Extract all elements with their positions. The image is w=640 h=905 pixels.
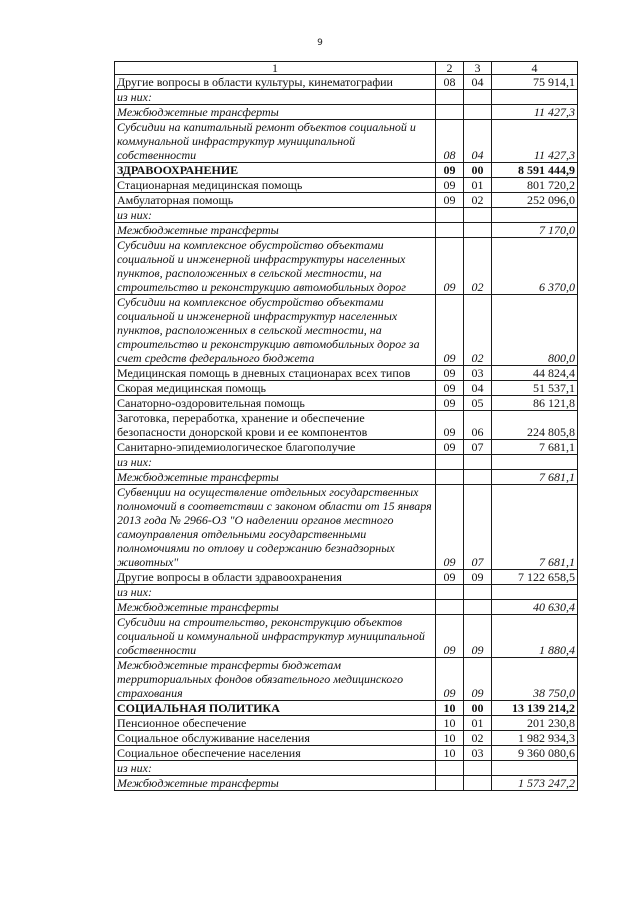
row-subsection-code: 04 <box>464 120 492 163</box>
row-section-code: 09 <box>436 440 464 455</box>
row-section-code <box>436 105 464 120</box>
row-section-code: 09 <box>436 163 464 178</box>
table-row <box>115 75 578 90</box>
row-name: Субвенции на осуществление отдельных государственных полномочий в соответствии с законом области от 15 января 2013 года № 2966-ОЗ "О наделении органов местного самоуправления отдельными государственными полномочиями по отлову и содержанию безнадзорных животных" <box>115 485 436 570</box>
row-section-code <box>436 600 464 615</box>
row-subsection-code: 00 <box>464 163 492 178</box>
row-amount: 252 096,0 <box>492 193 578 208</box>
row-subsection-code: 02 <box>464 238 492 295</box>
section-total-row <box>115 701 578 716</box>
row-subsection-code: 02 <box>464 731 492 746</box>
row-name: Межбюджетные трансферты <box>115 776 436 791</box>
table-row <box>115 178 578 193</box>
row-section-code: 09 <box>436 485 464 570</box>
row-section-code: 09 <box>436 178 464 193</box>
row-amount <box>492 208 578 223</box>
row-subsection-code <box>464 776 492 791</box>
table-row <box>115 396 578 411</box>
row-name: Межбюджетные трансферты <box>115 223 436 238</box>
table-row <box>115 570 578 585</box>
row-subsection-code: 01 <box>464 716 492 731</box>
table-row <box>115 238 578 295</box>
row-subsection-code <box>464 455 492 470</box>
row-amount: 1 880,4 <box>492 615 578 658</box>
row-subsection-code <box>464 90 492 105</box>
header-row <box>115 62 578 75</box>
row-section-code: 09 <box>436 238 464 295</box>
row-subsection-code: 07 <box>464 440 492 455</box>
table-row <box>115 193 578 208</box>
row-amount <box>492 455 578 470</box>
row-amount: 38 750,0 <box>492 658 578 701</box>
row-name: Другие вопросы в области здравоохранения <box>115 570 436 585</box>
table-row <box>115 295 578 366</box>
table-row <box>115 366 578 381</box>
table-row <box>115 485 578 570</box>
row-section-code: 09 <box>436 295 464 366</box>
row-name: Межбюджетные трансферты <box>115 470 436 485</box>
row-amount: 224 805,8 <box>492 411 578 440</box>
row-amount: 51 537,1 <box>492 381 578 396</box>
row-amount: 1 573 247,2 <box>492 776 578 791</box>
row-subsection-code: 06 <box>464 411 492 440</box>
row-name: Субсидии на строительство, реконструкцию объектов социальной и коммунальной инфраструктур муниципальной собственности <box>115 615 436 658</box>
row-name: из них: <box>115 761 436 776</box>
row-amount: 11 427,3 <box>492 105 578 120</box>
row-section-code: 09 <box>436 366 464 381</box>
row-section-code <box>436 761 464 776</box>
row-section-code: 09 <box>436 570 464 585</box>
row-subsection-code: 03 <box>464 746 492 761</box>
row-subsection-code: 09 <box>464 570 492 585</box>
row-name: Пенсионное обеспечение <box>115 716 436 731</box>
row-name: из них: <box>115 455 436 470</box>
row-subsection-code <box>464 223 492 238</box>
row-name: Субсидии на комплексное обустройство объектами социальной и инженерной инфраструктуры населенных пунктов, расположенных в сельской местности, на строительство и реконструкцию автомобильных дорог <box>115 238 436 295</box>
row-section-code <box>436 470 464 485</box>
row-amount <box>492 585 578 600</box>
row-name: Другие вопросы в области культуры, кинематографии <box>115 75 436 90</box>
row-subsection-code <box>464 761 492 776</box>
row-section-code: 10 <box>436 731 464 746</box>
row-name: Субсидии на капитальный ремонт объектов социальной и коммунальной инфраструктур муниципальной собственности <box>115 120 436 163</box>
row-subsection-code <box>464 470 492 485</box>
table-row <box>115 223 578 238</box>
row-subsection-code: 02 <box>464 295 492 366</box>
row-subsection-code: 09 <box>464 658 492 701</box>
row-amount: 86 121,8 <box>492 396 578 411</box>
row-name: Скорая медицинская помощь <box>115 381 436 396</box>
page-number: 9 <box>317 38 323 48</box>
row-subsection-code: 02 <box>464 193 492 208</box>
table-row <box>115 120 578 163</box>
row-amount: 13 139 214,2 <box>492 701 578 716</box>
row-section-code: 10 <box>436 701 464 716</box>
budget-table <box>114 61 578 791</box>
row-section-code <box>436 585 464 600</box>
row-amount: 7 170,0 <box>492 223 578 238</box>
row-name: Субсидии на комплексное обустройство объектами социальной и инженерной инфраструктур населенных пунктов, расположенных в сельской местности, на строительство и реконструкцию автомобильных дорог за счет средств федерального бюджета <box>115 295 436 366</box>
table-row <box>115 455 578 470</box>
row-amount: 801 720,2 <box>492 178 578 193</box>
row-name: Медицинская помощь в дневных стационарах всех типов <box>115 366 436 381</box>
table-row <box>115 776 578 791</box>
row-name: Санитарно-эпидемиологическое благополучие <box>115 440 436 455</box>
row-amount: 7 681,1 <box>492 470 578 485</box>
table-row <box>115 470 578 485</box>
row-name: СОЦИАЛЬНАЯ ПОЛИТИКА <box>115 701 436 716</box>
table-row <box>115 440 578 455</box>
row-subsection-code: 00 <box>464 701 492 716</box>
table-row <box>115 658 578 701</box>
row-section-code: 09 <box>436 193 464 208</box>
table-row <box>115 208 578 223</box>
row-amount: 800,0 <box>492 295 578 366</box>
row-section-code <box>436 208 464 223</box>
row-amount: 8 591 444,9 <box>492 163 578 178</box>
row-section-code: 09 <box>436 658 464 701</box>
row-name: Межбюджетные трансферты <box>115 105 436 120</box>
row-section-code: 09 <box>436 411 464 440</box>
row-section-code: 09 <box>436 396 464 411</box>
row-amount: 6 370,0 <box>492 238 578 295</box>
row-subsection-code: 04 <box>464 381 492 396</box>
row-amount: 75 914,1 <box>492 75 578 90</box>
row-amount: 7 122 658,5 <box>492 570 578 585</box>
row-section-code <box>436 223 464 238</box>
row-amount: 1 982 934,3 <box>492 731 578 746</box>
table-row <box>115 615 578 658</box>
row-section-code: 08 <box>436 120 464 163</box>
table-row <box>115 731 578 746</box>
row-section-code <box>436 776 464 791</box>
row-amount: 7 681,1 <box>492 485 578 570</box>
row-amount: 7 681,1 <box>492 440 578 455</box>
row-amount <box>492 761 578 776</box>
row-name: Санаторно-оздоровительная помощь <box>115 396 436 411</box>
column-header-amount: 4 <box>492 62 578 75</box>
row-subsection-code <box>464 105 492 120</box>
row-name: Социальное обслуживание населения <box>115 731 436 746</box>
table-row <box>115 90 578 105</box>
column-header-subsection: 3 <box>464 62 492 75</box>
row-subsection-code: 07 <box>464 485 492 570</box>
row-amount <box>492 90 578 105</box>
row-subsection-code <box>464 208 492 223</box>
row-name: Межбюджетные трансферты бюджетам территориальных фондов обязательного медицинского страхования <box>115 658 436 701</box>
table-row <box>115 585 578 600</box>
table-row <box>115 600 578 615</box>
row-section-code: 10 <box>436 716 464 731</box>
column-header-name: 1 <box>115 62 436 75</box>
row-subsection-code <box>464 585 492 600</box>
row-subsection-code: 01 <box>464 178 492 193</box>
row-name: Амбулаторная помощь <box>115 193 436 208</box>
row-section-code: 10 <box>436 746 464 761</box>
row-section-code: 09 <box>436 615 464 658</box>
section-total-row <box>115 163 578 178</box>
row-section-code <box>436 455 464 470</box>
row-name: из них: <box>115 90 436 105</box>
table-row <box>115 411 578 440</box>
row-section-code <box>436 90 464 105</box>
row-amount: 11 427,3 <box>492 120 578 163</box>
table-row <box>115 716 578 731</box>
row-name: из них: <box>115 208 436 223</box>
row-section-code: 09 <box>436 381 464 396</box>
row-amount: 40 630,4 <box>492 600 578 615</box>
table-row <box>115 746 578 761</box>
row-name: Межбюджетные трансферты <box>115 600 436 615</box>
row-subsection-code: 09 <box>464 615 492 658</box>
row-name: Социальное обеспечение населения <box>115 746 436 761</box>
row-amount: 44 824,4 <box>492 366 578 381</box>
row-subsection-code <box>464 600 492 615</box>
row-section-code: 08 <box>436 75 464 90</box>
row-subsection-code: 03 <box>464 366 492 381</box>
column-header-section: 2 <box>436 62 464 75</box>
row-subsection-code: 04 <box>464 75 492 90</box>
row-name: из них: <box>115 585 436 600</box>
row-subsection-code: 05 <box>464 396 492 411</box>
row-amount: 201 230,8 <box>492 716 578 731</box>
table-row <box>115 761 578 776</box>
row-name: ЗДРАВООХРАНЕНИЕ <box>115 163 436 178</box>
row-amount: 9 360 080,6 <box>492 746 578 761</box>
table-row <box>115 381 578 396</box>
row-name: Стационарная медицинская помощь <box>115 178 436 193</box>
row-name: Заготовка, переработка, хранение и обеспечение безопасности донорской крови и ее компонентов <box>115 411 436 440</box>
table-row <box>115 105 578 120</box>
